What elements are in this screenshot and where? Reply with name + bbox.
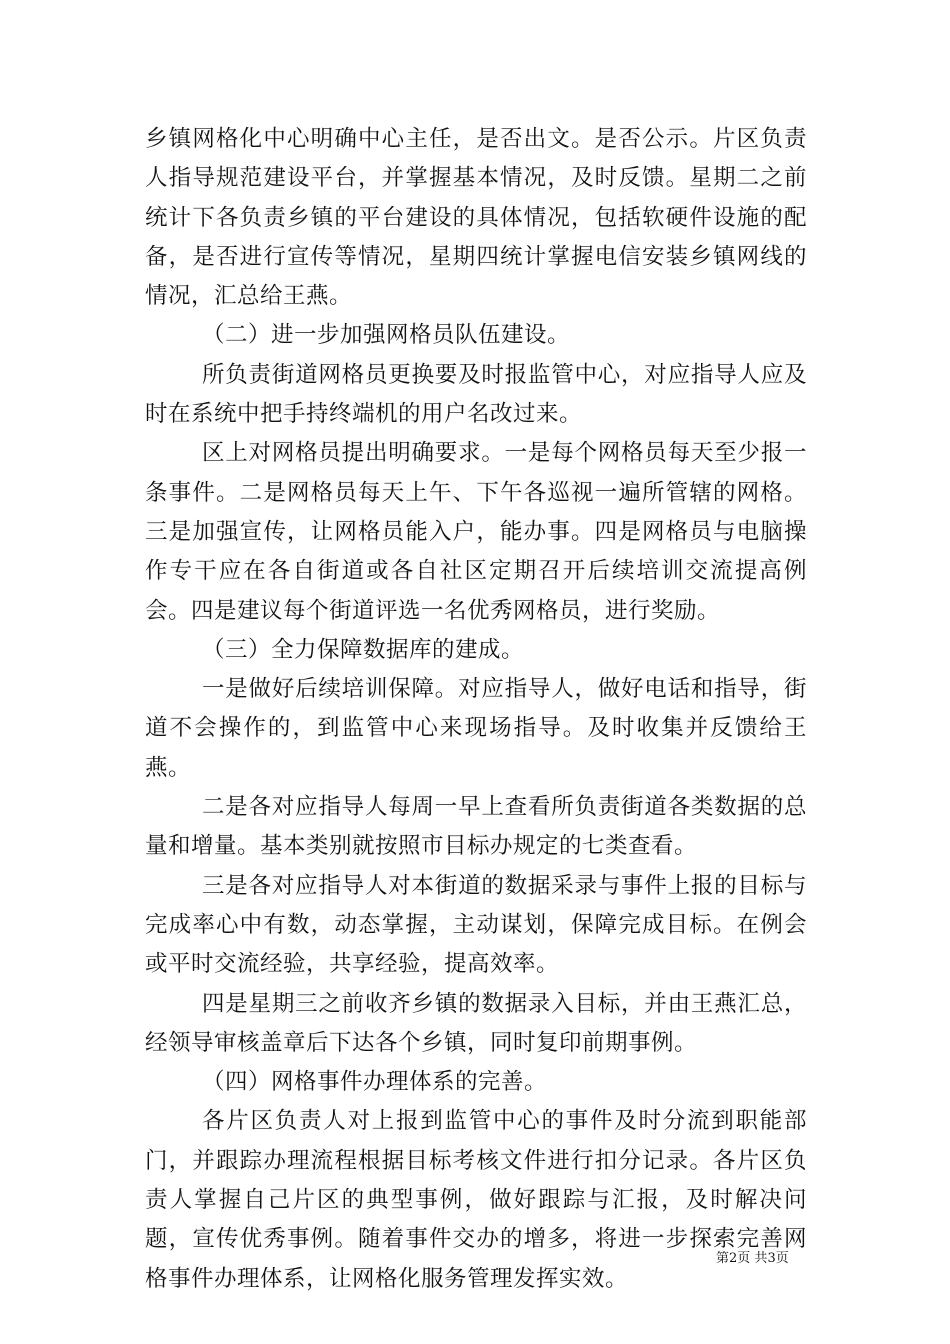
paragraph: 一是做好后续培训保障。对应指导人，做好电话和指导，街道不会操作的，到监管中心来现场指导。及时收集并反馈给王燕。 [145, 676, 807, 781]
footer-prefix: 第 [716, 1251, 730, 1266]
footer-middle: 页 共 [737, 1251, 768, 1266]
paragraph: 区上对网格员提出明确要求。一是每个网格员每天至少报一条事件。二是网格员每天上午、下午各巡视一遍所管辖的网格。三是加强宣传，让网格员能入户，能办事。四是网格员与电脑操作专干应在各自街道或各自社区定期召开后续培训交流提高例会。四是建议每个街道评选一名优秀网格员，进行奖励。 [145, 440, 807, 624]
paragraph: 四是星期三之前收齐乡镇的数据录入目标，并由王燕汇总，经领导审核盖章后下达各个乡镇，同时复印前期事例。 [145, 990, 807, 1056]
paragraph: 各片区负责人对上报到监管中心的事件及时分流到职能部门，并跟踪办理流程根据目标考核文件进行扣分记录。各片区负责人掌握自己片区的典型事例，做好跟踪与汇报，及时解决问题，宣传优秀事例。随着事件交办的增多，将进一步探索完善网格事件办理体系，让网格化服务管理发挥实效。 [145, 1108, 807, 1292]
document-body [145, 120, 807, 1299]
page-number-footer [716, 1247, 789, 1266]
section-heading-4: （四）网格事件办理体系的完善。 [202, 1069, 548, 1096]
footer-suffix: 页 [775, 1251, 789, 1266]
total-pages-number: 3 [767, 1251, 776, 1266]
section-heading-2: （二）进一步加强网格员队伍建设。 [202, 322, 571, 349]
paragraph: 所负责街道网格员更换要及时报监管中心，对应指导人应及时在系统中把手持终端机的用户名改过来。 [145, 361, 807, 428]
paragraph: 三是各对应指导人对本街道的数据采录与事件上报的目标与完成率心中有数，动态掌握，主动谋划，保障完成目标。在例会或平时交流经验，共享经验，提高效率。 [145, 872, 807, 978]
paragraph: 二是各对应指导人每周一早上查看所负责街道各类数据的总量和增量。基本类别就按照市目标办规定的七类查看。 [145, 794, 807, 860]
current-page-number: 2 [729, 1251, 738, 1266]
paragraph-continuation: 乡镇网格化中心明确中心主任，是否出文。是否公示。片区负责人指导规范建设平台，并掌握基本情况，及时反馈。星期二之前统计下各负责乡镇的平台建设的具体情况，包括软硬件设施的配备，是否进行宣传等情况，星期四统计掌握电信安装乡镇网线的情况，汇总给王燕。 [145, 126, 807, 310]
section-heading-3: （三）全力保障数据库的建成。 [202, 636, 525, 663]
